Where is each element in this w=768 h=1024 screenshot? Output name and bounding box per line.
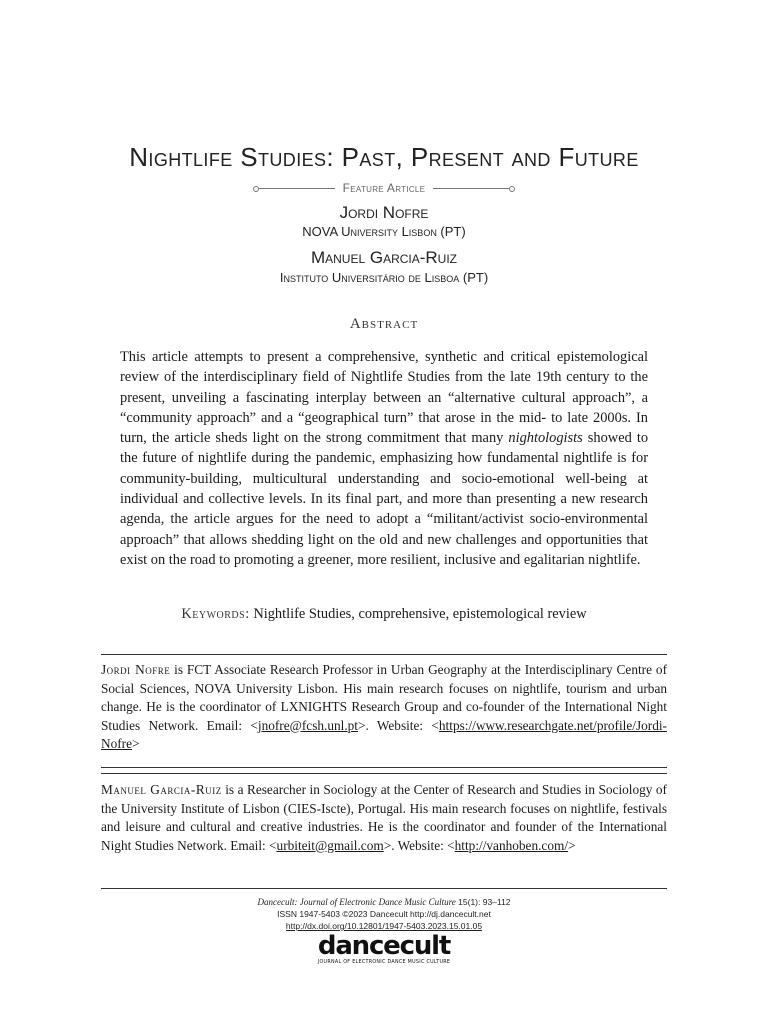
bio-end-1: >	[132, 736, 140, 751]
footer-journal-line	[0, 897, 768, 907]
footer-journal-name: Dancecult: Journal of Electronic Dance Music Culture	[257, 897, 456, 907]
bio-website-link-2[interactable]: http://vanhoben.com/	[454, 837, 569, 853]
keywords-line	[0, 606, 768, 623]
footer-issn: ISSN 1947-5403 ©2023 Dancecult http://dj.dancecult.net	[277, 909, 491, 919]
dancecult-logo	[0, 933, 768, 965]
divider-bottom	[101, 888, 667, 889]
abstract-italic-term: nightologists	[508, 430, 583, 447]
keywords-text: Nightlife Studies, comprehensive, epistemological review	[253, 606, 587, 622]
author-name-1: Jordi Nofre	[339, 203, 429, 222]
divider-middle-2	[101, 773, 667, 774]
divider-middle-1	[101, 767, 667, 768]
author-affiliation-1: NOVA University Lisbon (PT)	[302, 224, 466, 239]
feature-article-label: Feature Article	[342, 181, 426, 195]
bio-separator-2: >. Website: <	[383, 837, 455, 853]
author-bio-1	[101, 661, 667, 754]
abstract-text	[120, 347, 648, 570]
author-name-2: Manuel Garcia-Ruiz	[310, 248, 458, 267]
bio-text-2: is a Researcher in Sociology at the Center of Research and Studies in Sociology of the University Institute of Lisbon (CIES-Iscte), Portugal. His main research focuses on nightlife, festivals and leisure and cultural and creative industries. He is the coordinator and founder of the International Night Studies Network. Email: <	[101, 782, 667, 853]
bio-end-2: >	[568, 837, 576, 853]
divider-top	[101, 654, 667, 655]
abstract-part-1: This article attempts to present a comprehensive, synthetic and critical epistemological review of the interdisciplinary field of Nightlife Studies from the late 19th century to the present, unveiling a fascinating interplay between an “alternative cultural approach”, a “community approach” and a “geographical turn” that arose in the mid- to late 2000s. In turn, the article sheds light on the strong commitment that many	[120, 349, 648, 447]
feature-article-row	[0, 180, 768, 196]
bio-name-1: Jordi Nofre	[101, 662, 171, 677]
logo-tagline: JOURNAL OF ELECTRONIC DANCE MUSIC CULTURE	[317, 960, 451, 965]
abstract-part-2: showed to the future of nightlife during the pandemic, emphasizing how fundamental nightlife is for community-building, multicultural understanding and socio-emotional well-being at individual and collective levels. In its final part, and more than presenting a new research agenda, the article argues for the need to adopt a “militant/activist socio-environmental approach” that allows shedding light on the old and new challenges and opportunities that exist on the road to promoting a greener, more resilient, inclusive and egalitarian nightlife.	[120, 430, 649, 568]
article-title: Nightlife Studies: Past, Present and Future	[129, 142, 639, 172]
bio-website-link-1[interactable]: https://www.researchgate.net/profile/Jordi-Nofre	[101, 717, 667, 751]
logo-wordmark: dancecult	[317, 931, 451, 961]
footer-doi-text[interactable]: http://dx.doi.org/10.12801/1947-5403.2023.15.01.05	[285, 921, 483, 931]
decorative-rule-left	[257, 188, 335, 189]
author-bio-2	[101, 781, 667, 855]
footer-issue: 15(1): 93–112	[455, 897, 511, 907]
decorative-rule-right	[433, 188, 511, 189]
bio-separator-1: >. Website: <	[358, 717, 439, 733]
abstract-heading: Abstract	[349, 316, 419, 332]
footer-doi-link[interactable]	[0, 921, 768, 931]
bio-email-link-1[interactable]: jnofre@fcsh.unl.pt	[257, 717, 359, 733]
bio-name-2: Manuel Garcia-Ruiz	[101, 782, 222, 797]
bio-email-link-2[interactable]: urbiteit@gmail.com	[276, 837, 384, 853]
author-affiliation-2: Instituto Universitário de Lisboa (PT)	[279, 270, 489, 285]
keywords-label: Keywords:	[181, 606, 250, 622]
bio-text-1: is FCT Associate Research Professor in Urban Geography at the Interdisciplinary Centre of Social Sciences, NOVA University Lisbon. His main research focuses on nightlife, tourism and urban change. He is the coordinator of LXNIGHTS Research Group and co-founder of the International Night Studies Network. Email: <	[101, 662, 667, 733]
